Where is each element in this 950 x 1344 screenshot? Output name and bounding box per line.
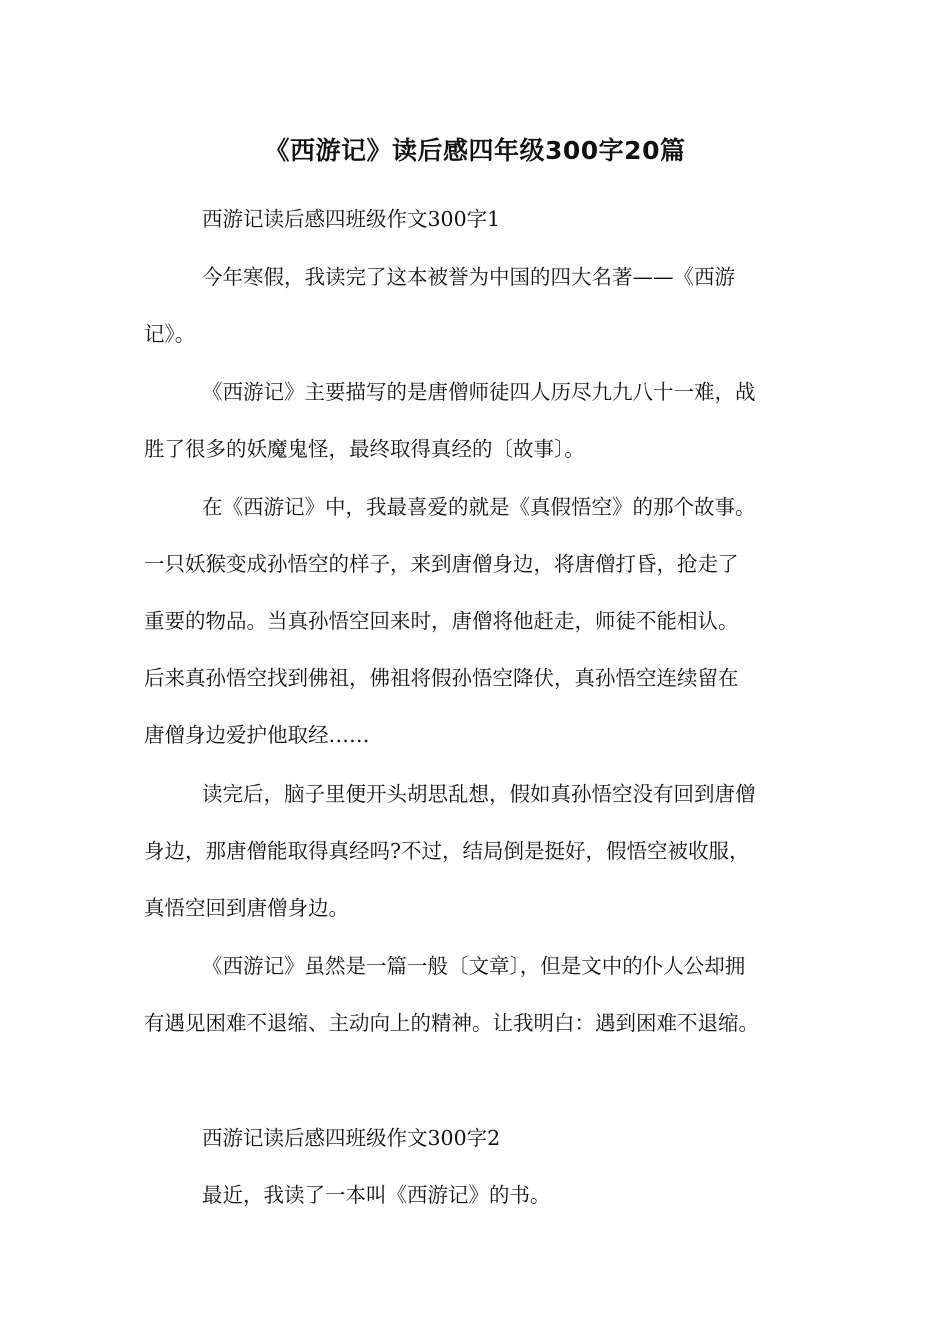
paragraph-4-line-1: 读完后，脑子里便开头胡思乱想，假如真孙悟空没有回到唐僧	[202, 782, 756, 806]
paragraph-3-line-5: 唐僧身边爱护他取经……	[144, 723, 370, 747]
paragraph-3-line-3: 重要的物品。当真孙悟空回来时，唐僧将他赶走，师徒不能相认。	[144, 609, 739, 633]
paragraph-4-line-3: 真悟空回到唐僧身边。	[144, 896, 349, 920]
paragraph-5-line-2: 有遇见困难不退缩、主动向上的精神。让我明白：遇到困难不退缩。	[144, 1011, 759, 1035]
paragraph-1-line-2: 记》。	[144, 322, 196, 346]
paragraph-3-line-2: 一只妖猴变成孙悟空的样子，来到唐僧身边，将唐僧打昏，抢走了	[144, 552, 739, 576]
paragraph-3-line-1: 在《西游记》中，我最喜爱的就是《真假悟空》的那个故事。	[202, 495, 756, 519]
paragraph-5-line-1: 《西游记》虽然是一篇一般〔文章〕，但是文中的仆人公却拥	[202, 954, 746, 978]
document-title: 《西游记》读后感四年级300字20篇	[264, 136, 686, 165]
paragraph-3-line-4: 后来真孙悟空找到佛祖，佛祖将假孙悟空降伏，真孙悟空连续留在	[144, 666, 739, 690]
paragraph-2-line-1: 《西游记》主要描写的是唐僧师徒四人历尽九九八十一难，战	[202, 380, 756, 404]
section-heading-1: 西游记读后感四班级作文300字1	[202, 207, 501, 231]
paragraph-6-line-1: 最近，我读了一本叫《西游记》的书。	[202, 1183, 551, 1207]
section-heading-2: 西游记读后感四班级作文300字2	[202, 1126, 501, 1150]
paragraph-4-line-2: 身边，那唐僧能取得真经吗?不过，结局倒是挺好，假悟空被收服，	[144, 839, 750, 863]
paragraph-1-line-1: 今年寒假，我读完了这本被誉为中国的四大名著——《西游	[202, 265, 735, 289]
paragraph-2-line-2: 胜了很多的妖魔鬼怪，最终取得真经的〔故事〕。	[144, 437, 585, 461]
